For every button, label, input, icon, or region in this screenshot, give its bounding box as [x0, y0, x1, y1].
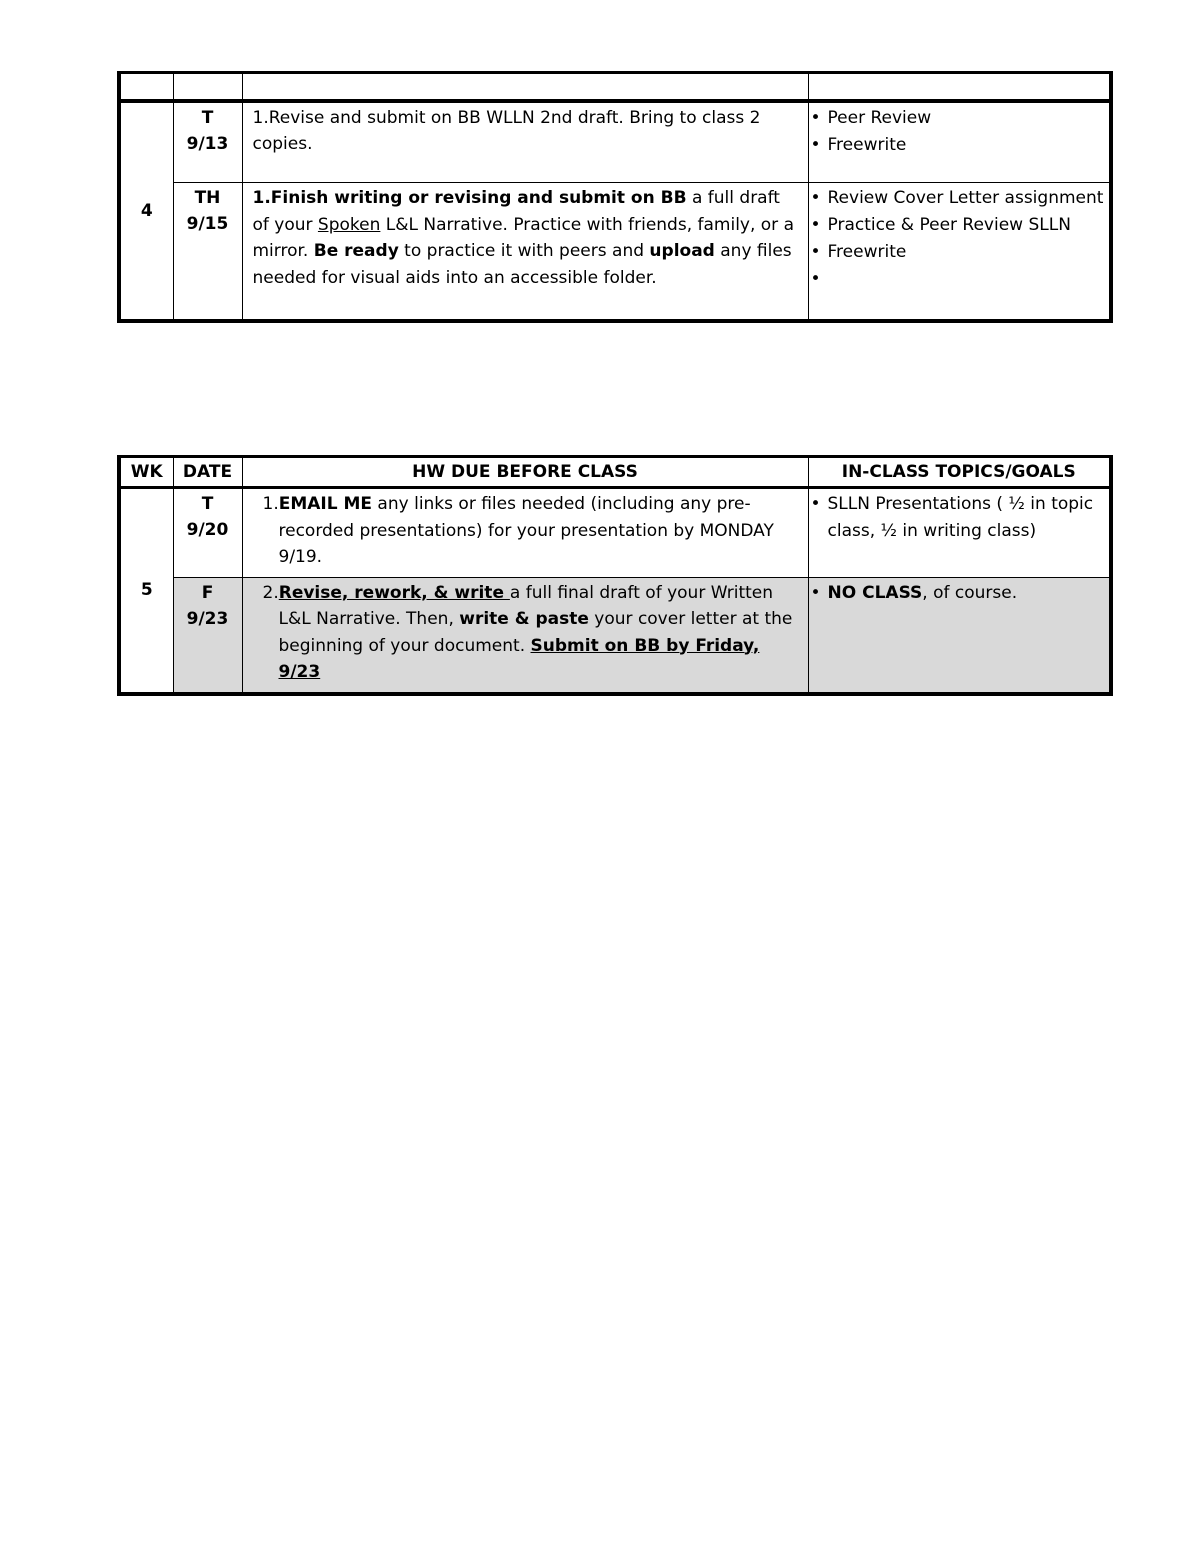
table-row — [119, 183, 1111, 321]
date-cell — [173, 488, 242, 578]
date-cell — [173, 577, 242, 694]
header-hw: HW DUE BEFORE CLASS — [242, 457, 808, 488]
header-date: DATE — [173, 457, 242, 488]
date-label: 9/15 — [186, 214, 229, 234]
table-header-row-empty — [119, 73, 1111, 101]
topics-cell — [808, 577, 1111, 694]
topic-item: • Peer Review — [809, 105, 1106, 132]
schedule-table-week-4 — [117, 71, 1113, 323]
date-label: 9/23 — [186, 608, 229, 629]
hw-text: 2. — [262, 582, 279, 603]
topic-text: , of course. — [922, 582, 1018, 603]
schedule-table-week-5 — [117, 455, 1113, 696]
table-row — [119, 577, 1111, 694]
hw-cell — [242, 183, 808, 321]
hw-bold-underlined-text: Submit on BB by Friday, 9/23 — [278, 635, 760, 682]
hw-bold-text: EMAIL ME — [278, 494, 373, 514]
topics-cell — [808, 101, 1111, 183]
hw-text: your cover letter at the beginning of your document. — [278, 609, 793, 656]
day-label: T — [201, 107, 214, 128]
hw-bold-text: Be ready — [313, 241, 399, 261]
hw-cell — [242, 577, 808, 694]
hw-text: any files needed for visual aids into an accessible folder. — [252, 241, 792, 288]
day-label: TH — [194, 188, 221, 208]
topic-item: • Practice & Peer Review SLLN — [809, 212, 1106, 239]
date-cell — [173, 101, 242, 183]
day-label: T — [201, 494, 214, 514]
header-wk: WK — [119, 457, 173, 488]
date-label: 9/13 — [186, 133, 229, 154]
date-cell — [173, 183, 242, 321]
hw-text: to practice it with peers and — [398, 241, 650, 261]
topic-item: • SLLN Presentations ( ½ in topic class, ½ in writing class) — [809, 491, 1106, 545]
header-cell — [119, 73, 173, 101]
topics-cell — [808, 488, 1111, 578]
hw-text: 1. — [262, 494, 279, 514]
day-label: F — [201, 582, 214, 603]
hw-cell — [242, 488, 808, 578]
hw-text: L&L Narrative. Practice with friends, family, or a mirror. — [252, 214, 794, 261]
table-row — [119, 488, 1111, 578]
hw-cell: 1.Revise and submit on BB WLLN 2nd draft. Bring to class 2 copies. — [242, 101, 808, 183]
hw-bold-underlined-text: Revise, rework, & write — [278, 582, 510, 603]
header-topics: IN-CLASS TOPICS/GOALS — [808, 457, 1111, 488]
topic-item-empty — [809, 266, 1106, 293]
hw-text: a full final draft of your Written L&L Narrative. Then, — [278, 582, 774, 629]
hw-bold-text: upload — [649, 241, 715, 261]
hw-text: any links or files needed (including any pre-recorded presentations) for your presentation by MONDAY 9/19. — [278, 494, 774, 567]
topic-item: • Freewrite — [809, 132, 1106, 159]
topic-item — [809, 580, 1106, 607]
header-cell — [242, 73, 808, 101]
topic-bold-text: NO CLASS — [827, 582, 923, 603]
topic-item: • Review Cover Letter assignment — [809, 185, 1106, 212]
hw-bold-text: 1.Finish writing or revising and submit on BB — [252, 188, 687, 208]
header-cell — [808, 73, 1111, 101]
table-row — [119, 101, 1111, 183]
week-number: 4 — [119, 101, 173, 321]
topic-item: • Freewrite — [809, 239, 1106, 266]
hw-underlined-text: Spoken — [317, 214, 381, 235]
hw-text: a full draft of your — [252, 188, 780, 235]
date-label: 9/20 — [186, 520, 229, 540]
header-cell — [173, 73, 242, 101]
hw-bold-text: write & paste — [459, 609, 589, 629]
table-header-row — [119, 457, 1111, 488]
topics-cell — [808, 183, 1111, 321]
week-number: 5 — [119, 488, 173, 694]
